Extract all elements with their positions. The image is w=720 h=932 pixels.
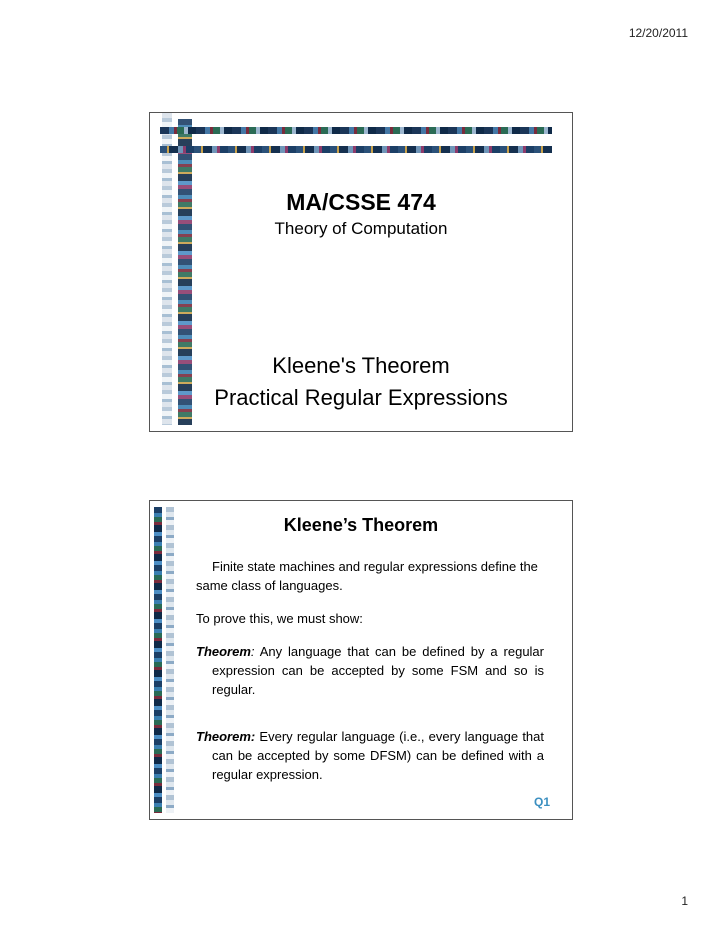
decorative-mosaic-horizontal: [160, 127, 552, 134]
header-date: 12/20/2011: [628, 26, 688, 40]
title-slide: [149, 112, 573, 432]
question-badge: Q1: [533, 795, 550, 809]
theorem-1-separator: :: [250, 644, 255, 659]
theorem-2-text: Every regular language (i.e., every language that can be accepted by some DFSM) can be defined with a regular expression.: [212, 729, 544, 782]
intro-paragraph: Finite state machines and regular expressions define the same class of languages.: [196, 559, 538, 593]
topic-line-2: Practical Regular Expressions: [214, 385, 508, 410]
slide-body: [196, 557, 544, 784]
course-subtitle: Theory of Computation: [274, 219, 448, 238]
decorative-mosaic-vertical-2: [166, 507, 174, 813]
kleene-slide: [149, 500, 573, 820]
theorem-2-label: Theorem:: [196, 729, 256, 744]
page-number: 1: [681, 894, 688, 908]
theorem-1-text: Any language that can be defined by a regular expression can be accepted by some FSM and so is regular.: [212, 644, 544, 697]
decorative-mosaic-vertical: [154, 507, 162, 813]
decorative-mosaic-horizontal-2: [160, 146, 552, 153]
prove-line: To prove this, we must show:: [196, 611, 363, 626]
theorem-2: [196, 727, 544, 784]
course-title: MA/CSSE 474: [286, 189, 436, 215]
decorative-mosaic-vertical-2: [178, 119, 192, 425]
slide-title: Kleene’s Theorem: [283, 515, 439, 535]
theorem-1: [196, 642, 544, 699]
topic-line-1: Kleene's Theorem: [272, 353, 450, 378]
theorem-1-label: Theorem: [196, 644, 251, 659]
